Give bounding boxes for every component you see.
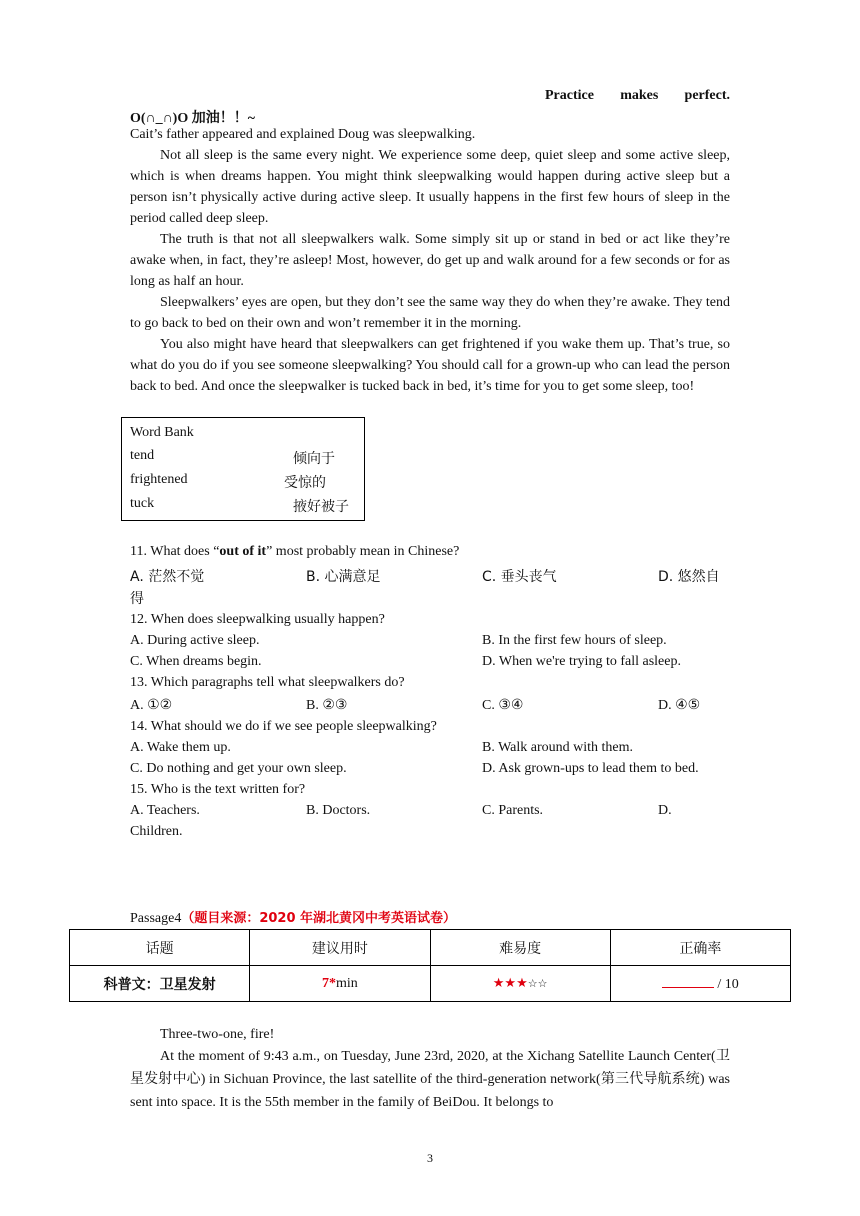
passage-source: （题目来源：2020 年湖北黄冈中考英语试卷） <box>181 911 457 926</box>
time-value: 7* <box>321 975 336 991</box>
table-header-cell: 话题 <box>70 930 250 966</box>
option-b[interactable]: B. ②③ <box>306 698 348 713</box>
table-header-cell: 正确率 <box>610 930 790 966</box>
option-d[interactable]: D. Ask grown-ups to lead them to bed. <box>482 761 699 776</box>
star-filled-icon: ★★★ <box>492 975 528 991</box>
table-row <box>70 966 791 1002</box>
option-b[interactable]: B. Walk around with them. <box>482 740 634 755</box>
option-c[interactable]: C. ③④ <box>482 698 524 713</box>
word-bank-word: tend <box>130 448 155 463</box>
paragraph: At the moment of 9:43 a.m., on Tuesday, June 23rd, 2020, at the Xichang Satellite Launch Center(卫星发射中心) in Sichuan Province, the last satellite of the third-generation network(第三代导航系统) was sent into space. It is the 55th member in the family of BeiDou. It belongs to <box>130 1049 730 1110</box>
option-c[interactable]: C. Parents. <box>482 803 544 818</box>
question-12-stem: 12. When does sleepwalking usually happen? <box>130 612 385 627</box>
star-empty-icon: ☆☆ <box>527 976 548 990</box>
word-bank-word: frightened <box>130 472 188 487</box>
word-bank-meaning: 受惊的 <box>284 475 326 491</box>
question-text: ” most probably mean in Chinese? <box>266 544 460 559</box>
option-d[interactable]: D. <box>658 803 672 818</box>
word-bank-word: tuck <box>130 496 155 511</box>
word-bank-meaning: 掖好被子 <box>293 499 349 515</box>
table-header-row <box>70 930 791 966</box>
paragraph: Three-two-one, fire! <box>160 1027 275 1042</box>
question-14-stem: 14. What should we do if we see people sleepwalking? <box>130 719 437 734</box>
question-15-stem: 15. Who is the text written for? <box>130 782 306 797</box>
table-header-cell: 难易度 <box>430 930 610 966</box>
option-a[interactable]: A. 茫然不觉 <box>130 569 205 585</box>
option-d-wrap: Children. <box>130 824 183 839</box>
word-bank-box <box>121 417 365 521</box>
header-cheer: O(∩_∩)O 加油！！~ <box>130 111 256 126</box>
difficulty-cell <box>430 966 610 1002</box>
question-text: 11. What does “ <box>130 544 220 559</box>
paragraph: Not all sleep is the same every night. We experience some deep, quiet sleep and some active sleep, which is when dreams happen. You might think sleepwalking would happen during active sleep but a person isn’t physically active during active sleep. It usually happens in the first few hours of sleep in the period called deep sleep. <box>130 148 730 226</box>
motto-word: perfect. <box>684 88 730 103</box>
time-unit: min <box>335 975 358 991</box>
score-blank[interactable] <box>662 975 714 988</box>
option-b[interactable]: B. 心满意足 <box>306 569 381 585</box>
option-a[interactable]: A. Teachers. <box>130 803 200 818</box>
word-bank-meaning: 倾向于 <box>293 451 335 467</box>
header-motto <box>545 88 730 104</box>
option-a[interactable]: A. ①② <box>130 698 173 713</box>
passage-info-table <box>69 929 791 1002</box>
option-c[interactable]: C. When dreams begin. <box>130 654 262 669</box>
question-13-stem: 13. Which paragraphs tell what sleepwalkers do? <box>130 675 405 690</box>
paragraph: You also might have heard that sleepwalkers can get frightened if you wake them up. That’s true, so what do you do if you see someone sleepwalking? You should call for a grown-up who can lead the person back to bed. And once the sleepwalker is tucked back in bed, it’s time for you to get some sleep, too! <box>130 337 730 394</box>
paragraph: Cait’s father appeared and explained Doug was sleepwalking. <box>130 127 476 142</box>
paragraph: The truth is that not all sleepwalkers walk. Some simply sit up or stand in bed or act like they’re awake when, in fact, they’re asleep! Most, however, do get up and walk around for a few seconds or for as long as half an hour. <box>130 232 730 289</box>
table-header-cell: 建议用时 <box>250 930 430 966</box>
option-b[interactable]: B. In the first few hours of sleep. <box>482 633 667 648</box>
word-bank-title: Word Bank <box>130 425 194 440</box>
score-cell <box>610 966 790 1002</box>
option-a[interactable]: A. During active sleep. <box>130 633 260 648</box>
question-11-stem <box>130 544 459 560</box>
passage4-heading <box>130 907 456 927</box>
time-cell <box>250 966 430 1002</box>
option-d-wrap: 得 <box>130 591 144 607</box>
score-total: / 10 <box>713 976 739 992</box>
option-a[interactable]: A. Wake them up. <box>130 740 231 755</box>
option-c[interactable]: C. 垂头丧气 <box>482 569 557 585</box>
passage-label: Passage4 <box>130 911 182 926</box>
topic-cell: 科普文：卫星发射 <box>70 966 250 1002</box>
option-d[interactable]: D. ④⑤ <box>658 698 701 713</box>
option-d[interactable]: D. 悠然自 <box>658 569 720 585</box>
motto-word: makes <box>620 88 659 103</box>
option-d[interactable]: D. When we're trying to fall asleep. <box>482 654 681 669</box>
page-number: 3 <box>427 1151 433 1165</box>
paragraph: Sleepwalkers’ eyes are open, but they don’t see the same way they do when they’re awake. They tend to go back to bed on their own and won’t remember it in the morning. <box>130 295 730 331</box>
option-b[interactable]: B. Doctors. <box>306 803 371 818</box>
option-c[interactable]: C. Do nothing and get your own sleep. <box>130 761 347 776</box>
question-keyword: out of it <box>219 544 267 559</box>
motto-word: Practice <box>545 88 594 103</box>
